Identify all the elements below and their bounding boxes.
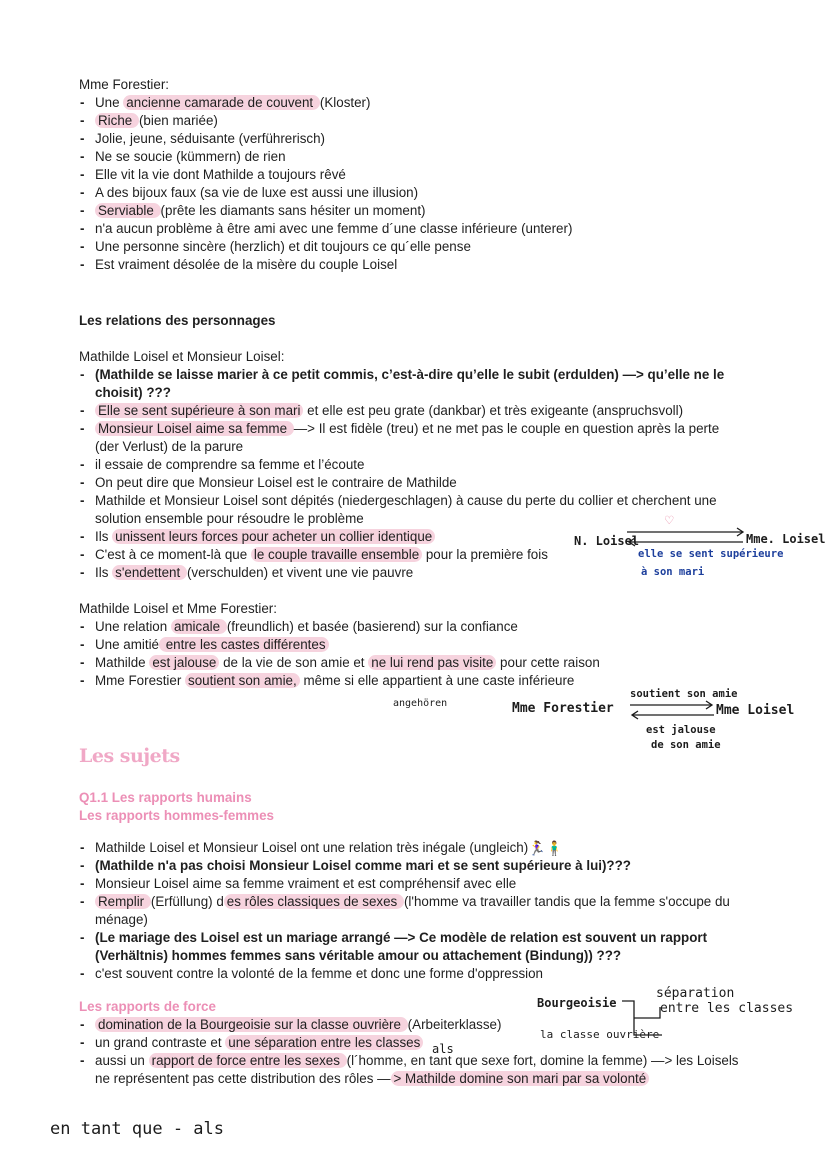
item-text: Ils — [95, 529, 113, 544]
amies-section — [79, 600, 779, 690]
list-item — [79, 148, 779, 166]
highlighted-text: entre les castes différentes — [159, 637, 329, 652]
item-text: A des bijoux faux (sa vie de luxe est aussi une illusion) — [95, 185, 419, 200]
item-text: Une personne sincère (herzlich) et dit toujours ce qu´elle pense — [95, 239, 471, 254]
hf-title: Les rapports hommes-femmes — [79, 808, 274, 823]
list-item — [79, 636, 779, 654]
list-item — [79, 474, 739, 492]
friends-arrows — [628, 699, 718, 721]
highlighted-text: Riche — [95, 113, 139, 128]
list-item — [79, 202, 779, 220]
highlighted-text: est jalouse — [149, 655, 219, 670]
note-classe-ouvriere: la classe ouvrière — [540, 1028, 660, 1041]
item-text: n'a aucun problème à être ami avec une femme d´une classe inférieure (unterer) — [95, 221, 573, 236]
item-text: (l'homme va travailler tandis que la femme s'occupe du ménage) — [95, 894, 730, 927]
item-text: Est vraiment désolée de la misère du couple Loisel — [95, 257, 398, 272]
note-mme-loisel: Mme. Loisel — [746, 532, 826, 546]
list-item — [79, 130, 779, 148]
item-text: pour cette raison — [496, 655, 600, 670]
note-a-son-mari: à son mari — [641, 566, 705, 578]
note-soutient: soutient son amie — [630, 688, 738, 700]
list-item — [79, 402, 739, 420]
item-text: (Arbeiterklasse) — [407, 1017, 502, 1032]
item-text: Elle vit la vie dont Mathilde a toujours rêvé — [95, 167, 346, 182]
item-text: (Erfüllung) d — [150, 894, 224, 909]
highlighted-text: soutient son amie, — [185, 673, 300, 688]
item-text: —> Il est fidèle (treu) et ne met pas le couple en question après la perte (der Verlust) de la parure — [95, 421, 720, 454]
list-item — [79, 893, 749, 929]
hf-section — [79, 789, 779, 983]
item-text: (Mathilde n'a pas choisi Monsieur Loisel comme mari et se sent supérieure à lui)??? — [95, 858, 631, 873]
force-title: Les rapports de force — [79, 999, 216, 1014]
hf-list — [79, 839, 749, 983]
item-text: pour la première fois — [422, 547, 548, 562]
item-text: Monsieur Loisel aime sa femme vraiment et est compréhensif avec elle — [95, 876, 517, 891]
note-mme-forestier: Mme Forestier — [512, 701, 614, 716]
list-item — [79, 166, 779, 184]
highlighted-text: Serviable — [95, 203, 161, 218]
highlighted-text: le couple travaille ensemble — [251, 547, 422, 562]
list-item — [79, 238, 779, 256]
forestier-title: Mme Forestier: — [79, 77, 170, 92]
list-item — [79, 1052, 739, 1088]
list-item — [79, 366, 739, 402]
note-separation: séparation — [656, 986, 735, 1001]
amies-list — [79, 618, 779, 690]
list-item — [79, 654, 779, 672]
item-text: (verschulden) et vivent une vie pauvre — [186, 565, 414, 580]
item-text: Jolie, jeune, séduisante (verführerisch) — [95, 131, 325, 146]
highlighted-text: > Mathilde domine son mari par sa volonté — [391, 1071, 650, 1086]
bracket-branch — [634, 1007, 660, 1018]
note-mme-loisel2: Mme Loisel — [716, 703, 795, 718]
highlighted-text: Elle se sent supérieure à son mari — [95, 403, 303, 418]
item-text: C'est à ce moment-là que — [95, 547, 251, 562]
list-item — [79, 965, 749, 983]
list-item — [79, 564, 739, 582]
list-item — [79, 456, 739, 474]
forestier-list — [79, 94, 779, 274]
highlighted-text: s'endettent — [112, 565, 187, 580]
forestier-section — [79, 76, 779, 274]
highlighted-text: une séparation entre les classes — [225, 1035, 423, 1050]
couple-title: Mathilde Loisel et Monsieur Loisel: — [79, 349, 285, 364]
list-item — [79, 184, 779, 202]
note-entre-classes: entre les classes — [660, 1001, 794, 1016]
item-text: Ils — [95, 565, 113, 580]
highlighted-text: rapport de force entre les sexes — [149, 1053, 347, 1068]
note-bourgeoisie: Bourgeoisie — [537, 996, 617, 1010]
item-text: et elle est peu grate (dankbar) et très exigeante (anspruchsvoll) — [303, 403, 684, 418]
item-text: Mme Forestier — [95, 673, 186, 688]
list-item — [79, 492, 739, 528]
item-text: (Kloster) — [319, 95, 371, 110]
list-item — [79, 839, 749, 857]
item-text: (prête les diamants sans hésiter un moment) — [160, 203, 426, 218]
highlighted-text: Monsieur Loisel aime sa femme — [95, 421, 294, 436]
note-est-jalouse: est jalouse — [646, 724, 716, 736]
item-text: Ne se soucie (kümmern) de rien — [95, 149, 286, 164]
highlighted-text: unissent leurs forces pour acheter un collier identique — [112, 529, 435, 544]
list-item — [79, 256, 779, 274]
note-elle-se-sent: elle se sent supérieure — [638, 548, 784, 560]
highlighted-text: amicale — [171, 619, 227, 634]
highlighted-text: ancienne camarade de couvent — [123, 95, 320, 110]
item-text: Une — [95, 95, 124, 110]
note-als: als — [432, 1042, 454, 1056]
list-item — [79, 875, 749, 893]
sujets-title: Les sujets — [79, 745, 180, 767]
note-n-loisel: N. Loisel — [574, 534, 640, 548]
note-de-son-amie: de son amie — [651, 739, 721, 751]
item-text: Une relation — [95, 619, 171, 634]
list-item — [79, 220, 779, 238]
item-text: c'est souvent contre la volonté de la femme et donc une forme d'oppression — [95, 966, 544, 981]
highlighted-text: domination de la Bourgeoisie sur la classe ouvrière — [95, 1017, 408, 1032]
list-item — [79, 112, 779, 130]
list-item — [79, 94, 779, 112]
list-item — [79, 929, 749, 965]
list-item — [79, 420, 739, 456]
item-text: Mathilde — [95, 655, 150, 670]
item-text: (Le mariage des Loisel est un mariage arrangé —> Ce modèle de relation est souvent un rapport (Verhältnis) hommes femmes sans véritable amour ou attachement (Bindung)) ??? — [95, 930, 708, 963]
item-text: aussi un — [95, 1053, 149, 1068]
highlighted-text: Remplir — [95, 894, 151, 909]
item-text: On peut dire que Monsieur Loisel est le contraire de Mathilde — [95, 475, 457, 490]
list-item — [79, 618, 779, 636]
item-text: même si elle appartient à une caste inférieure — [299, 673, 575, 688]
emoji-figures: 🏃‍♀️🧍‍♂️ — [528, 840, 564, 856]
item-text: Mathilde Loisel et Monsieur Loisel ont une relation très inégale (ungleich) — [95, 840, 529, 855]
highlighted-text: es rôles classiques de sexes — [224, 894, 404, 909]
item-text: Mathilde et Monsieur Loisel sont dépités (niedergeschlagen) à cause du perte du collier et cherchent une solution ensemble pour résoudre le problème — [95, 493, 717, 526]
note-angehoren: angehören — [393, 698, 448, 709]
item-text: (l´homme, en tant que sexe fort, domine la femme) —> les Loisels ne représentent pas cette distribution des rôles — — [95, 1053, 739, 1086]
item-text: (freundlich) et basée (basierend) sur la confiance — [226, 619, 518, 634]
heart-icon: ♡ — [665, 513, 674, 529]
highlighted-text: ne lui rend pas visite — [368, 655, 496, 670]
classes-bracket — [620, 993, 680, 1043]
list-item — [79, 857, 749, 875]
relations-title: Les relations des personnages — [79, 313, 276, 328]
item-text: de la vie de son amie et — [219, 655, 369, 670]
amies-title: Mathilde Loisel et Mme Forestier: — [79, 601, 277, 616]
item-text: un grand contraste et — [95, 1035, 226, 1050]
note-en-tant-que: en tant que - als — [50, 1119, 224, 1139]
item-text: (Mathilde se laisse marier à ce petit commis, c’est-à-dire qu’elle le subit (erdulden) —> qu’elle ne le choisit) ??? — [95, 367, 725, 400]
item-text: (bien mariée) — [138, 113, 218, 128]
item-text: Une amitié — [95, 637, 160, 652]
q1-title: Q1.1 Les rapports humains — [79, 790, 252, 805]
item-text: il essaie de comprendre sa femme et l’écoute — [95, 457, 365, 472]
